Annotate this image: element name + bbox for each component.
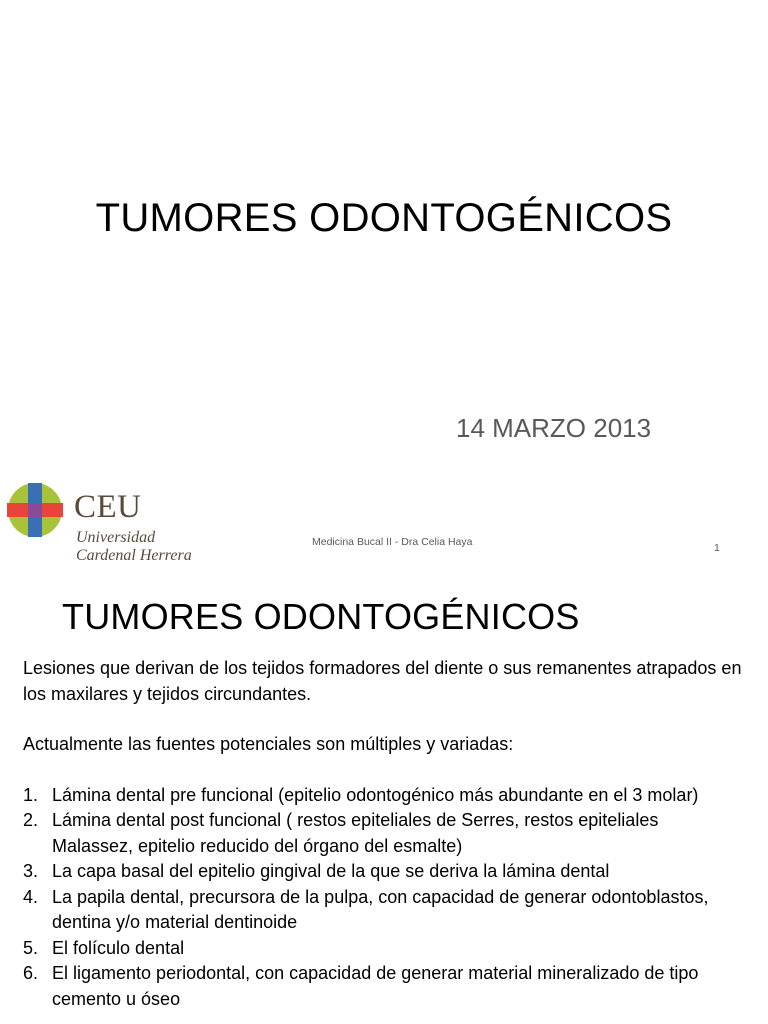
logo-wordmark: CEU (74, 489, 142, 525)
list-number: 3. (23, 861, 39, 881)
list-item (23, 885, 743, 936)
list-number: 1. (23, 784, 39, 805)
ceu-logo (7, 482, 207, 568)
list-item-text: La capa basal del epitelio gingival de la que se deriva la lámina dental (52, 861, 610, 881)
list-item (23, 783, 743, 809)
list-item-text: El ligamento periodontal, con capacidad de generar material mineralizado de tipo cemento u óseo (52, 963, 699, 1009)
list-item-text: Lámina dental pre funcional (epitelio odontogénico más abundante en el 3 molar) (52, 784, 699, 805)
sources-paragraph: Actualmente las fuentes potenciales son múltiples y variadas: (23, 734, 514, 754)
list-number: 6. (23, 963, 39, 983)
sources-list (23, 783, 743, 1013)
intro-paragraph: Lesiones que derivan de los tejidos formadores del diente o sus remanentes atrapados en los maxilares y tejidos circundantes. (23, 658, 742, 704)
list-item-text: El folículo dental (52, 937, 185, 958)
list-number: 2. (23, 810, 39, 830)
list-number: 5. (23, 937, 39, 958)
list-item-text: La papila dental, precursora de la pulpa, con capacidad de generar odontoblastos, dentina y/o material dentinoide (52, 886, 709, 932)
list-item-text: Lámina dental post funcional ( restos epiteliales de Serres, restos epiteliales Malassez, epitelio reducido del órgano del esmalte) (52, 810, 659, 856)
slide-body (23, 656, 743, 1012)
slide-date: 14 MARZO 2013 (456, 413, 652, 443)
list-number: 4. (23, 886, 39, 907)
slide-title: TUMORES ODONTOGÉNICOS (62, 596, 580, 637)
logo-subtitle-line1: Universidad (76, 529, 156, 546)
list-item (23, 859, 743, 885)
slide-title: TUMORES ODONTOGÉNICOS (95, 196, 673, 240)
list-item (23, 808, 743, 859)
list-item (23, 936, 743, 962)
content-slide (0, 576, 768, 1024)
slide-footer: Medicina Bucal II - Dra Celia Haya (312, 536, 473, 548)
page-number: 1 (714, 542, 720, 554)
list-item (23, 961, 743, 1012)
logo-subtitle-line2: Cardenal Herrera (76, 547, 192, 564)
ceu-cross-icon (7, 482, 63, 538)
